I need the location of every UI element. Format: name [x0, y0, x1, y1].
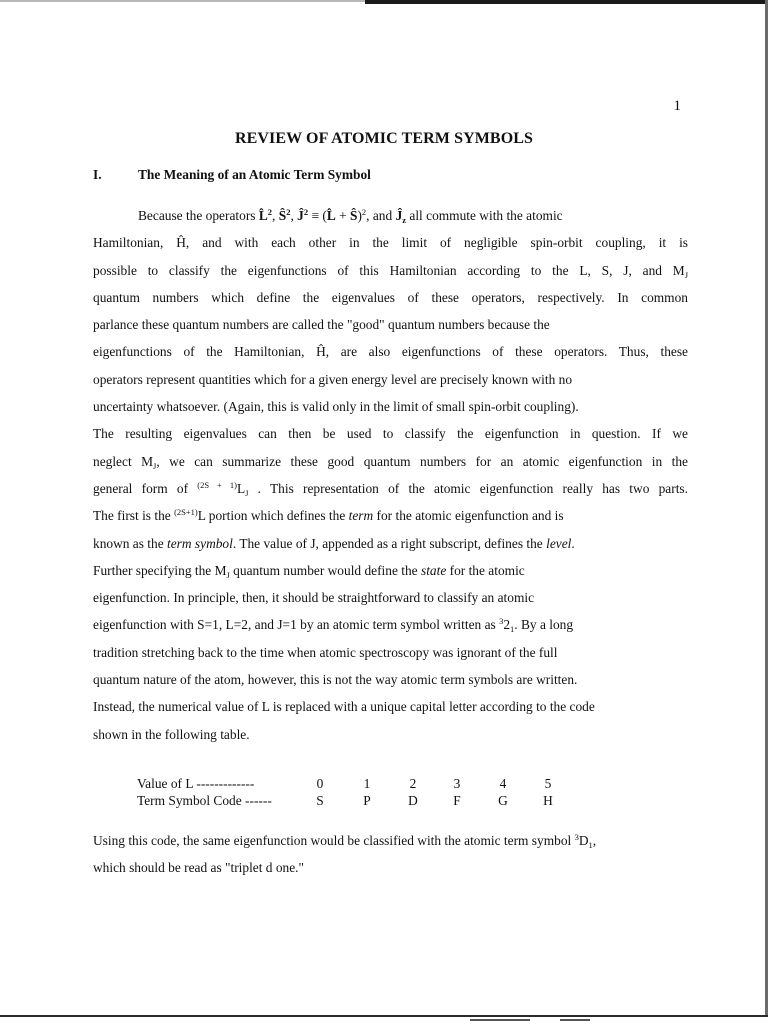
scan-mark [560, 1019, 590, 1021]
text-line: parlance these quantum numbers are called the "good" quantum numbers because the [93, 317, 550, 333]
text-line: neglect $M_J$, we can summarize these good quantum numbers for an atomic eigenfunction in the [93, 453, 688, 471]
text-line: known as the term symbol. The value of J, appended as a right subscript, defines the level. [93, 535, 575, 551]
text-line: uncertainty whatsoever. (Again, this is valid only in the limit of small spin-orbit coupling). [93, 399, 579, 415]
table-cell: H [543, 793, 553, 808]
table-cell: 1 [363, 776, 371, 791]
section-number: I. [93, 167, 102, 182]
page-number: 1 [673, 98, 681, 114]
text-line: Hamiltonian, Ĥ, and with each other in the limit of negligible spin-orbit coupling, it is [93, 235, 688, 251]
text-line: quantum numbers which define the eigenvalues of these operators, respectively. In common [93, 289, 688, 305]
text-line: eigenfunctions of the Hamiltonian, Ĥ, are also eigenfunctions of these operators. Thus, these [93, 344, 688, 360]
table-cell: 4 [499, 776, 507, 791]
text-line: which should be read as "triplet d one." [93, 860, 304, 876]
text-line: Because the operators L̂$^2$, $Ŝ^2$, $Ĵ^2$ ≡ (L̂ + Ŝ)$^2$, and $Ĵ_z$ all commute with the atomic [138, 207, 563, 225]
section-title: The Meaning of an Atomic Term Symbol [138, 167, 371, 182]
text-line: eigenfunction. In principle, then, it should be straightforward to classify an atomic [93, 590, 535, 606]
text-line: quantum nature of the atom, however, this is not the way atomic term symbols are written. [93, 672, 578, 688]
body-paragraph [93, 827, 688, 882]
scan-edge-bottom [0, 1015, 768, 1024]
table-cell: 3 [453, 776, 461, 791]
text-line: eigenfunction with S=1, L=2, and J=1 by an atomic term symbol written as $^32_1$. By a long [93, 616, 574, 635]
term-symbol-code-table [137, 775, 597, 809]
scan-edge-top-dark [365, 0, 768, 4]
text-line: general form of $^{(2S + 1)}L_J$ . This representation of the atomic eigenfunction really has two parts. [93, 479, 688, 498]
row-label-value-of-l: Value of L ------------- [137, 776, 255, 791]
text-line: shown in the following table. [93, 726, 250, 742]
table-row-values [137, 775, 597, 792]
table-cell: G [498, 793, 508, 808]
text-line: operators represent quantities which for a given energy level are precisely known with no [93, 371, 573, 387]
table-cell: S [316, 793, 324, 808]
row-label-term-symbol-code: Term Symbol Code ------ [137, 793, 272, 808]
table-row-codes [137, 792, 597, 809]
body-paragraph [93, 202, 688, 748]
text-line: Further specifying the $M_J$ quantum number would define the state for the atomic [93, 562, 525, 580]
scan-mark [470, 1019, 530, 1021]
table-cell: D [408, 793, 418, 808]
table-cell: 2 [409, 776, 417, 791]
table-cell: 0 [316, 776, 324, 791]
page-title: REVIEW OF ATOMIC TERM SYMBOLS [234, 130, 534, 147]
text-line: Instead, the numerical value of L is replaced with a unique capital letter according to the code [93, 699, 595, 715]
table-cell: F [453, 793, 461, 808]
text-line: Using this code, the same eigenfunction would be classified with the atomic term symbol $^3D_1$, [93, 832, 597, 850]
text-line: The resulting eigenvalues can then be used to classify the eigenfunction in question. If we [93, 426, 688, 442]
text-line: The first is the $^{(2S+1)}$L portion which defines the term for the atomic eigenfunction and is [93, 507, 564, 524]
text-line: possible to classify the eigenfunctions of this Hamiltonian according to the L, S, J, and $M_J$ [93, 262, 688, 280]
text-line: tradition stretching back to the time when atomic spectroscopy was ignorant of the full [93, 644, 558, 660]
table-cell: 5 [544, 776, 552, 791]
table-cell: P [363, 793, 371, 808]
